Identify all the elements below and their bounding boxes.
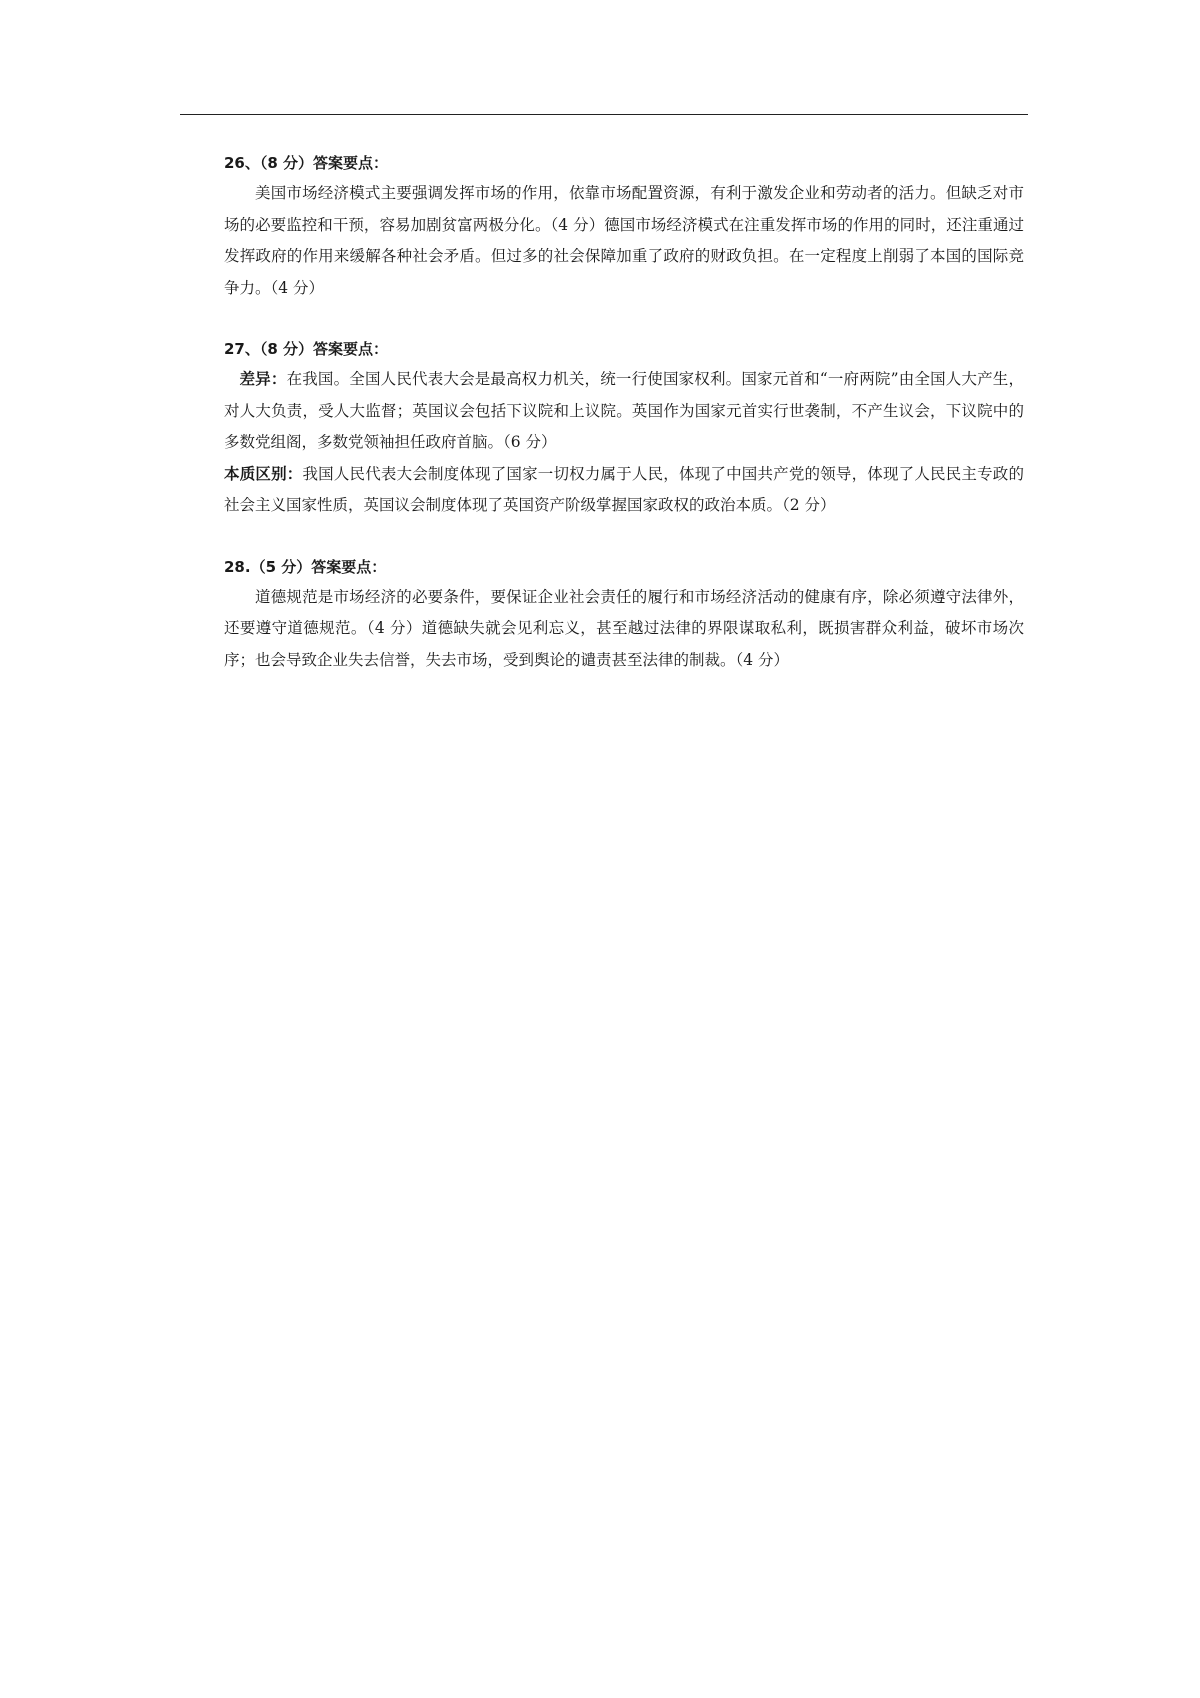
question-26-section — [224, 148, 1024, 304]
question-27-difference-lead: 差异： — [239, 370, 287, 388]
header-rule — [180, 114, 1028, 115]
question-26-answer-text: 美国市场经济模式主要强调发挥市场的作用，依靠市场配置资源，有利于激发企业和劳动者的活力。但缺乏对市场的必要监控和干预，容易加剧贫富两极分化。（4 分）德国市场经济模式在注重发挥市场的作用的同时，还注重通过发挥政府的作用来缓解各种社会矛盾。但过多的社会保障加重了政府的财政负担。在一定程度上削弱了本国的国际竞争力。（4 分） — [224, 184, 1024, 297]
question-26-heading: 26、（8 分）答案要点： — [224, 154, 389, 172]
question-27-essence-text: 我国人民代表大会制度体现了国家一切权力属于人民，体现了中国共产党的领导，体现了人民民主专政的社会主义国家性质，英国议会制度体现了英国资产阶级掌握国家政权的政治本质。（2 分） — [224, 464, 1024, 514]
question-27-heading: 27、（8 分）答案要点： — [224, 340, 389, 358]
question-28-answer — [224, 582, 1024, 677]
question-28-section — [224, 552, 1024, 677]
question-27-essence-paragraph — [224, 459, 1024, 522]
question-28-heading: 28.（5 分）答案要点： — [224, 557, 387, 576]
question-27-essence-lead: 本质区别： — [224, 464, 303, 483]
question-27-difference-paragraph — [224, 364, 1024, 459]
question-26-answer — [224, 178, 1024, 304]
answer-content — [224, 148, 1024, 706]
question-27-difference-text: 在我国。全国人民代表大会是最高权力机关，统一行使国家权利。国家元首和“一府两院”由全国人大产生，对人大负责，受人大监督；英国议会包括下议院和上议院。英国作为国家元首实行世袭制，不产生议会，下议院中的多数党组阁，多数党领袖担任政府首脑。（6 分） — [224, 370, 1024, 451]
question-27-section — [224, 334, 1024, 522]
question-28-answer-text: 道德规范是市场经济的必要条件，要保证企业社会责任的履行和市场经济活动的健康有序，除必须遵守法律外，还要遵守道德规范。（4 分）道德缺失就会见利忘义，甚至越过法律的界限谋取私利，既损害群众利益，破坏市场次序；也会导致企业失去信誉，失去市场，受到舆论的谴责甚至法律的制裁。（4 分） — [224, 587, 1024, 669]
